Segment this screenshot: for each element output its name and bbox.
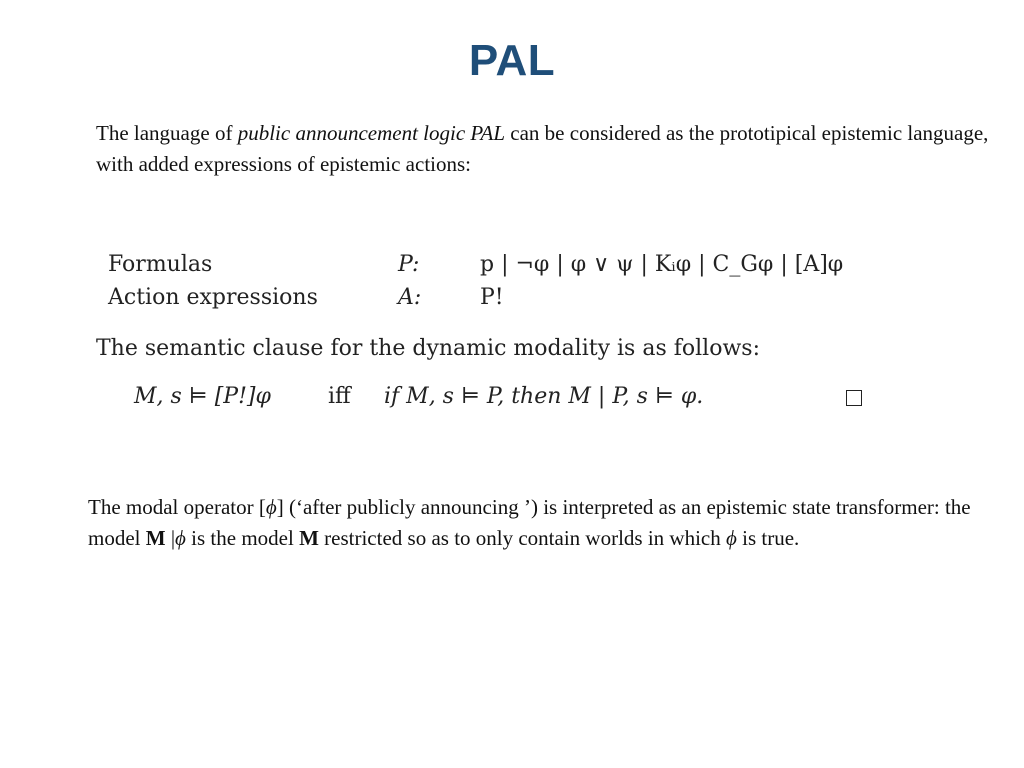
intro-prefix: The language of xyxy=(96,121,238,145)
qed-icon xyxy=(846,390,862,406)
grammar-symbol: A: xyxy=(398,285,422,310)
outro-part3: is the model xyxy=(185,526,300,550)
grammar-definition: P! xyxy=(480,285,504,310)
slide-title: PAL xyxy=(468,36,556,85)
semantic-intro: The semantic clause for the dynamic modality is as follows: xyxy=(96,336,760,361)
grammar-definition: p | ¬φ | φ ∨ ψ | Kᵢφ | C_Gφ | [A]φ xyxy=(480,252,844,277)
grammar-row-actions xyxy=(108,281,908,314)
intro-emphasis: public announcement logic PAL xyxy=(237,121,506,145)
clause-lhs: M, s ⊨ [P!]φ xyxy=(134,384,271,409)
model-symbol: M xyxy=(145,526,166,550)
restriction-bar: | xyxy=(165,526,176,550)
grammar-label: Formulas xyxy=(108,252,213,277)
phi-symbol: ϕ xyxy=(726,526,737,550)
phi-symbol: ϕ xyxy=(175,526,186,550)
clause-iff: iff xyxy=(328,384,351,409)
outro-part1: The modal operator [ xyxy=(88,495,266,519)
outro-part2: ] (‘after publicly announcing ’) is interpreted as an epistemic state transformer: the model xyxy=(88,495,971,550)
grammar-row-formulas xyxy=(108,248,908,281)
grammar-label: Action expressions xyxy=(108,285,318,310)
semantic-clause xyxy=(134,384,894,420)
grammar-table xyxy=(108,248,908,314)
model-symbol: M xyxy=(299,526,319,550)
intro-suffix: can be considered as the prototipical epistemic language, with added expressions of epistemic actions: xyxy=(96,121,989,176)
phi-symbol: ϕ xyxy=(265,495,277,519)
outro-part5: is true. xyxy=(736,526,800,550)
grammar-symbol: P: xyxy=(398,252,420,277)
clause-rhs: if M, s ⊨ P, then M | P, s ⊨ φ. xyxy=(384,384,704,409)
outro-part4: restricted so as to only contain worlds in which xyxy=(318,526,726,550)
intro-paragraph xyxy=(96,118,996,180)
outro-paragraph xyxy=(88,492,1008,554)
